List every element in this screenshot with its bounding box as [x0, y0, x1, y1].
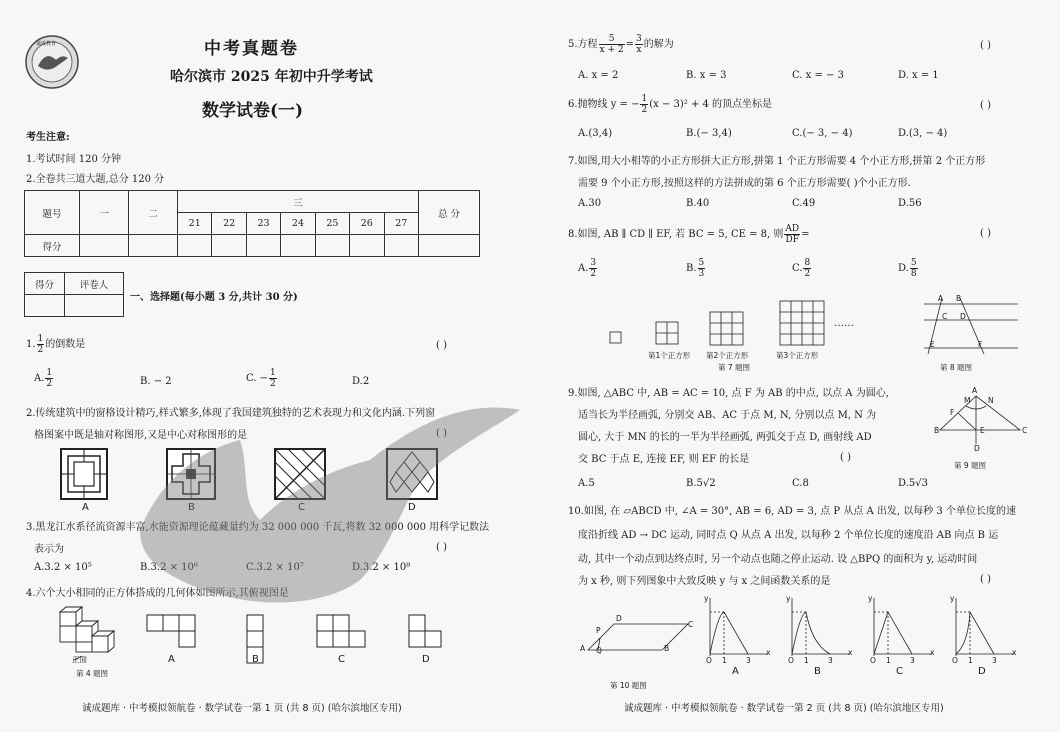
q5-label: 5.方程 — [568, 39, 598, 50]
left-page — [0, 0, 520, 732]
q7-dots: …… — [834, 318, 854, 329]
q9-answer-paren[interactable]: ( ) — [840, 452, 851, 463]
q8-pt-c: C — [942, 312, 948, 321]
q9-line3: 圆心, 大于 MN 的长的一半为半径画弧, 两弧交于点 D, 画射线 AD — [578, 432, 872, 443]
q1-frac-den: 2 — [37, 345, 44, 355]
q8-c-label: C. — [792, 263, 803, 274]
score-row1-label: 题号 — [25, 191, 80, 235]
q10-pt-a: A — [580, 644, 586, 653]
q10-label-b: B — [814, 666, 821, 677]
q7-cap1: 第1个正方形 — [648, 351, 691, 360]
right-footer: 诚成题库 · 中考模拟领航卷 · 数学试卷一第 2 页 (共 8 页) (哈尔滨地区专用) — [624, 703, 944, 714]
q10-graph-c[interactable] — [866, 594, 936, 660]
q5-option-b[interactable]: B. x = 3 — [686, 70, 727, 81]
notice-1: 1.考试时间 120 分钟 — [26, 154, 121, 165]
score-cell[interactable] — [178, 235, 212, 257]
q10-graph-b-t3: 3 — [828, 656, 833, 665]
q1-option-b[interactable]: B. − 2 — [140, 376, 172, 387]
q4-label-c: C — [338, 654, 345, 665]
q10-graph-c-o: O — [870, 656, 876, 665]
q6-option-c[interactable]: C.(− 3, − 4) — [792, 128, 853, 139]
score-cell[interactable] — [419, 235, 480, 257]
q10-graph-a-o: O — [706, 656, 712, 665]
score-table — [24, 190, 480, 257]
q10-label-d: D — [978, 666, 986, 677]
q4-solid-figure — [56, 604, 120, 660]
q8-option-c[interactable] — [792, 258, 812, 279]
q3-option-b[interactable]: B.3.2 × 10⁶ — [140, 562, 198, 573]
q9-option-a[interactable]: A.5 — [578, 478, 595, 489]
q9-line2: 适当长为半径画弧, 分别交 AB、AC 于点 M, N, 分别以点 M, N 为 — [578, 410, 877, 421]
score-sub: 25 — [315, 213, 349, 235]
q7-option-d[interactable]: D.56 — [898, 198, 922, 209]
q4-stem: 4.六个大小相同的正方体搭成的几何体如图所示,其俯视图是 — [26, 588, 289, 599]
q3-option-c[interactable]: C.3.2 × 10⁷ — [246, 562, 304, 573]
q2-line1: 2.传统建筑中的窗格设计精巧,样式繁多,体现了我国建筑独特的艺术表现力和文化内涵.下列窗 — [26, 408, 436, 419]
q8-c-den: 2 — [804, 269, 811, 279]
q8-caption: 第 8 题图 — [940, 363, 973, 372]
q10-answer-paren[interactable]: ( ) — [980, 574, 991, 585]
q8-parallel-figure — [922, 296, 1022, 356]
q10-line2: 度沿折线 AD → DC 运动, 同时点 Q 从点 A 出发, 以每秒 2 个单位长度的速度沿 AB 向点 B 运 — [578, 530, 999, 541]
q10-pt-p: P — [596, 626, 601, 635]
q8-d-num: 5 — [910, 258, 917, 268]
q9-line1: 9.如图, △ABC 中, AB = AC = 10, 点 F 为 AB 的中点, 以点 A 为圆心, — [568, 388, 889, 399]
q9-pt-n: N — [988, 396, 994, 405]
q8-pt-e: E — [930, 340, 935, 349]
q8-text: 8.如图, AB ∥ CD ∥ EF, 若 BC = 5, CE = 8, 则 — [568, 229, 784, 240]
q8-pt-d: D — [960, 312, 966, 321]
q2-label-a: A — [82, 502, 89, 513]
q8-pt-f: F — [978, 340, 983, 349]
q8-a-label: A. — [578, 263, 589, 274]
q9-pt-f: F — [950, 408, 955, 417]
q4-label-b: B — [252, 654, 259, 665]
q10-graph-d-x: x — [1012, 648, 1017, 657]
q5-tail: 的解为 — [643, 39, 674, 50]
q8-eq: = — [801, 229, 810, 240]
q8-option-d[interactable] — [898, 258, 919, 279]
q3-line2: 表示为 — [34, 544, 64, 555]
score-col2: 二 — [129, 191, 178, 235]
q9-pt-m: M — [964, 396, 971, 405]
q10-caption: 第 10 题图 — [610, 681, 647, 690]
q1-frac — [37, 334, 45, 355]
q10-pt-d: D — [616, 614, 622, 623]
seal-text: 诚成教育 — [36, 41, 57, 47]
q8-d-den: 8 — [910, 269, 917, 279]
q4-label-d: D — [422, 654, 430, 665]
score-sub: 27 — [384, 213, 418, 235]
q9-pt-a: A — [972, 386, 978, 395]
q7-cap3: 第3个正方形 — [776, 351, 819, 360]
q8-pt-b: B — [956, 294, 962, 303]
q10-graph-b-x: x — [848, 648, 853, 657]
score-sub: 21 — [178, 213, 212, 235]
q5-answer-paren[interactable]: ( ) — [980, 40, 991, 51]
q1-a-num: 1 — [46, 368, 53, 378]
q10-graph-b[interactable] — [784, 594, 854, 660]
q10-line4: 为 x 秒, 则下列图象中大致反映 y 与 x 之间函数关系的是 — [578, 576, 831, 587]
q5-stem — [568, 34, 674, 55]
q3-line1: 3.黑龙江水系径流资源丰富,水能资源理论蕴藏量约为 32 000 000 千瓦,将数 32 000 000 用科学记数法 — [26, 522, 490, 533]
q1-text: 的倒数是 — [45, 339, 86, 350]
q10-graph-a-y: y — [704, 594, 709, 603]
q5-option-c[interactable]: C. x = − 3 — [792, 70, 844, 81]
q1-option-a[interactable] — [34, 368, 54, 389]
q9-pt-b: B — [934, 426, 940, 435]
score-cell[interactable] — [80, 235, 129, 257]
q6-frac-num: 1 — [641, 94, 648, 104]
grader-cell[interactable] — [65, 295, 124, 317]
q7-line2: 需要 9 个小正方形,按照这样的方法拼成的第 6 个正方形需要( )个小正方形. — [578, 178, 911, 189]
q5-frac1-den: x + 2 — [599, 45, 624, 55]
q1-answer-paren[interactable]: ( ) — [436, 340, 447, 351]
q10-graph-b-y: y — [786, 594, 791, 603]
q3-option-d[interactable]: D.3.2 × 10⁸ — [352, 562, 411, 573]
q7-option-b[interactable]: B.40 — [686, 198, 710, 209]
q7-caption: 第 7 题图 — [718, 363, 751, 372]
q10-graph-d-t3: 3 — [992, 656, 997, 665]
q1-c-den: 2 — [270, 379, 276, 389]
q7-cap2: 第2个正方形 — [706, 351, 749, 360]
q1-c-label: C. − — [246, 373, 269, 384]
q1-a-den: 2 — [46, 379, 53, 389]
q7-option-a[interactable]: A.30 — [578, 198, 602, 209]
score-cell[interactable] — [129, 235, 178, 257]
left-footer: 诚成题库 · 中考模拟领航卷 · 数学试卷一第 1 页 (共 8 页) (哈尔滨地区专用) — [82, 703, 402, 714]
q10-graph-d-y: y — [950, 594, 955, 603]
q8-a-num: 3 — [590, 258, 597, 268]
score-sub: 26 — [350, 213, 384, 235]
q10-line3: 动, 其中一个动点到达终点时, 另一个动点也随之停止运动. 设 △BPQ 的面积为 y, 运动时间 — [578, 554, 978, 565]
score-total: 总 分 — [419, 191, 480, 235]
header-title: 中考真题卷 — [204, 39, 299, 59]
q8-d-label: D. — [898, 263, 909, 274]
q8-option-a[interactable] — [578, 258, 598, 279]
q4-label-a: A — [168, 654, 175, 665]
q7-option-c[interactable]: C.49 — [792, 198, 816, 209]
q8-pt-a: A — [938, 294, 944, 303]
q10-graph-a-t1: 1 — [722, 656, 727, 665]
q10-pt-c: C — [688, 620, 694, 629]
q8-b-den: 3 — [698, 269, 705, 279]
q10-graph-d[interactable] — [948, 594, 1018, 660]
q1-option-d[interactable]: D.2 — [352, 376, 370, 387]
q10-graph-b-o: O — [788, 656, 794, 665]
q2-pattern-a[interactable] — [60, 448, 108, 500]
q10-graph-a-t3: 3 — [746, 656, 751, 665]
q6-tail: (x − 3)² + 4 的顶点坐标是 — [649, 99, 773, 110]
q9-caption: 第 9 题图 — [954, 461, 987, 470]
q1-frac-num: 1 — [37, 334, 44, 344]
q6-frac-den: 2 — [641, 105, 648, 115]
notice-2: 2.全卷共三道大题,总分 120 分 — [26, 174, 165, 185]
q9-pt-e: E — [980, 426, 985, 435]
q10-pt-q: Q — [596, 646, 602, 655]
q8-frac-den: DF — [785, 235, 799, 245]
q9-option-b[interactable]: B.5√2 — [686, 478, 716, 489]
section-1-heading: 一、选择题(每小题 3 分,共计 30 分) — [130, 292, 298, 303]
q10-line1: 10.如图, 在 ▱ABCD 中, ∠A = 30°, AB = 6, AD = 3, 点 P 从点 A 出发, 以每秒 3 个单位长度的速 — [568, 506, 1016, 517]
q2-label-d: D — [408, 502, 416, 513]
grader-label: 评卷人 — [65, 273, 124, 295]
score-cell[interactable] — [350, 235, 384, 257]
q10-graph-c-y: y — [868, 594, 873, 603]
score-sub: 22 — [212, 213, 246, 235]
score-cell[interactable] — [281, 235, 315, 257]
score-col3: 三 — [178, 191, 419, 213]
q5-frac2-num: 3 — [636, 34, 642, 44]
q6-option-d[interactable]: D.(3, − 4) — [898, 128, 948, 139]
swan-watermark — [120, 380, 540, 620]
q9-option-d[interactable]: D.5√3 — [898, 478, 928, 489]
q9-line4: 交 BC 于点 E, 连接 EF, 则 EF 的长是 — [578, 454, 750, 465]
grader-score-label: 得分 — [25, 273, 65, 295]
q2-answer-paren[interactable]: ( ) — [436, 428, 447, 439]
q1-c-num: 1 — [270, 368, 276, 378]
q10-graph-a[interactable] — [702, 594, 772, 660]
q10-graph-b-t1: 1 — [804, 656, 809, 665]
q3-option-a[interactable]: A.3.2 × 10⁵ — [34, 562, 92, 573]
q10-graph-a-x: x — [766, 648, 771, 657]
grader-score-cell[interactable] — [25, 295, 65, 317]
q8-option-b[interactable] — [686, 258, 706, 279]
q8-c-num: 8 — [804, 258, 811, 268]
q5-frac1-num: 5 — [599, 34, 625, 45]
q6-stem — [568, 94, 772, 115]
score-cell[interactable] — [212, 235, 246, 257]
q8-a-den: 2 — [590, 269, 597, 279]
q8-b-label: B. — [686, 263, 697, 274]
q9-pt-d: D — [974, 444, 980, 453]
score-cell[interactable] — [315, 235, 349, 257]
right-page — [540, 0, 1060, 732]
q6-option-a[interactable]: A.(3,4) — [578, 128, 613, 139]
q1-stem — [26, 334, 85, 355]
q6-answer-paren[interactable]: ( ) — [980, 100, 991, 111]
q8-stem — [568, 224, 809, 245]
q5-option-d[interactable]: D. x = 1 — [898, 70, 939, 81]
q2-line2: 格图案中既是轴对称图形,又是中心对称图形的是 — [34, 430, 248, 441]
q4-front-label: 正面 — [72, 655, 87, 664]
q10-graph-d-t1: 1 — [968, 656, 973, 665]
score-row2-label: 得分 — [25, 235, 80, 257]
q8-answer-paren[interactable]: ( ) — [980, 228, 991, 239]
score-sub: 24 — [281, 213, 315, 235]
q2-label-b: B — [188, 502, 195, 513]
q10-pt-b: B — [664, 644, 670, 653]
q6-option-b[interactable]: B.(− 3,4) — [686, 128, 732, 139]
exam-title: 哈尔滨市 2025 年初中升学考试 — [170, 69, 373, 85]
q10-label-a: A — [732, 666, 739, 677]
score-cell[interactable] — [246, 235, 280, 257]
q1-a-label: A. — [34, 373, 45, 384]
q8-frac-num: AD — [785, 224, 800, 234]
q6-label: 6.抛物线 y = − — [568, 99, 640, 110]
q3-answer-paren[interactable]: ( ) — [436, 542, 447, 553]
q1-num: 1. — [26, 339, 36, 350]
q10-graph-d-o: O — [952, 656, 958, 665]
q8-b-num: 5 — [698, 258, 705, 268]
q9-pt-c: C — [1022, 426, 1028, 435]
q4-caption: 第 4 题图 — [76, 669, 109, 678]
q10-label-c: C — [896, 666, 903, 677]
notice-heading: 考生注意: — [26, 132, 70, 143]
q5-frac2-den: x — [636, 45, 642, 55]
score-cell[interactable] — [384, 235, 418, 257]
q10-graph-c-x: x — [930, 648, 935, 657]
q9-triangle-figure — [936, 392, 1026, 452]
grader-box — [24, 272, 124, 317]
paper-title: 数学试卷(一) — [202, 101, 304, 121]
q10-graph-c-t3: 3 — [910, 656, 915, 665]
q7-line1: 7.如图,用大小相等的小正方形拼大正方形,拼第 1 个正方形需要 4 个小正方形,拼第 2 个正方形 — [568, 156, 986, 167]
q5-eq: = — [625, 39, 635, 50]
q2-label-c: C — [298, 502, 305, 513]
q10-graph-c-t1: 1 — [886, 656, 891, 665]
q9-option-c[interactable]: C.8 — [792, 478, 809, 489]
score-sub: 23 — [246, 213, 280, 235]
score-col1: 一 — [80, 191, 129, 235]
q5-option-a[interactable]: A. x = 2 — [578, 70, 619, 81]
